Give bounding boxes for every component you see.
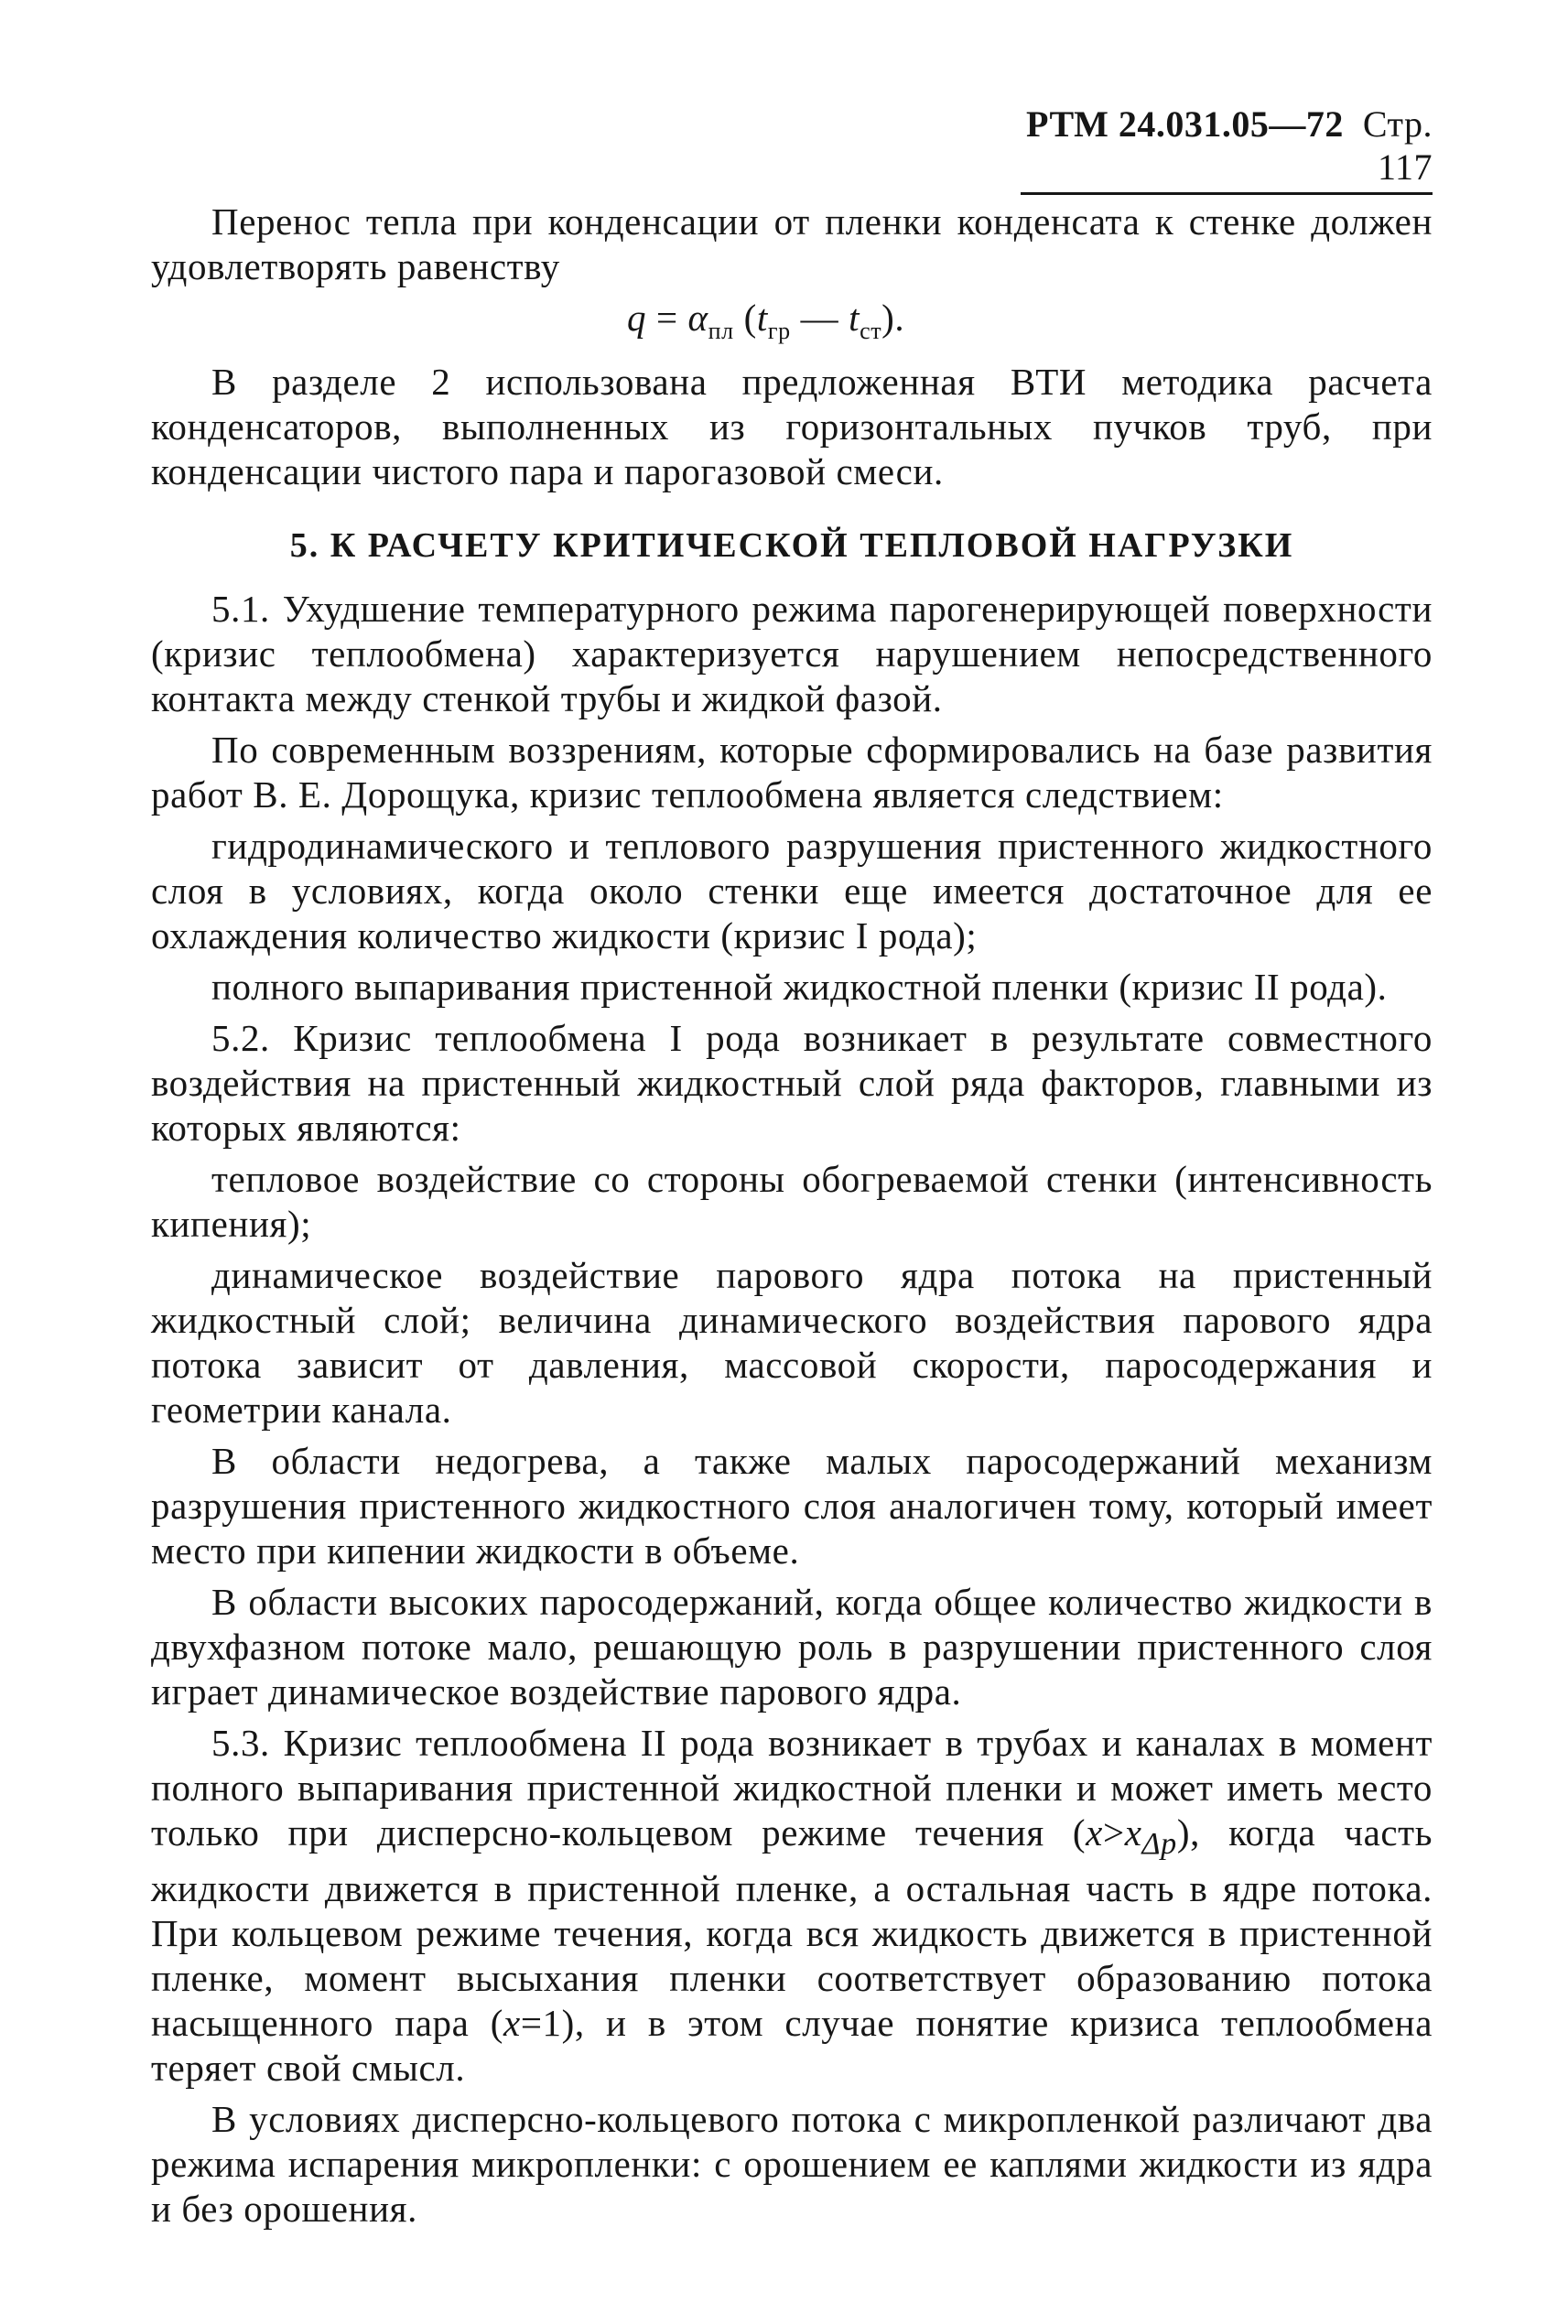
paragraph-dynamic-action: динамическое воздействие парового ядра потока на пристенный жидкостный слой; величина динамического воздействия парового ядра потока зависит от давления, массовой скорости, паросодержания и геометрии канала. (151, 1254, 1433, 1432)
paragraph-5-2: 5.2. Кризис теплообмена I рода возникает в результате совместного воздействия на пристенный жидкостный слой ряда факторов, главными из которых являются: (151, 1017, 1433, 1150)
page-header (1021, 103, 1433, 195)
section-heading: 5. К РАСЧЕТУ КРИТИЧЕСКОЙ ТЕПЛОВОЙ НАГРУЗКИ (289, 526, 1294, 566)
page-number: Стр. 117 (1362, 103, 1433, 188)
paragraph-thermal-action: тепловое воздействие со стороны обогреваемой стенки (интенсивность кипения); (151, 1158, 1433, 1246)
formula-heat-flux: $q = \alpha_{пл}$ ($t_{гр}$ — $t_{ст}$). (627, 297, 905, 345)
paragraph-high-quality: В области высоких паросодержаний, когда общее количество жидкости в двухфазном потоке мало, решающую роль в разрушении пристенного слоя играет динамическое воздействие парового ядра. (151, 1581, 1433, 1713)
document-code: РТМ 24.031.05—72 (1026, 103, 1344, 145)
body-text (151, 200, 1433, 2238)
paragraph-microfilm: В условиях дисперсно-кольцевого потока с микропленкой различают два режима испарения микропленки: с орошением ее каплями жидкости из ядра и без орошения. (151, 2098, 1433, 2231)
paragraph-crisis-1: гидродинамического и теплового разрушения пристенного жидкостного слоя в условиях, когда около стенки еще имеется достаточное для ее охлаждения количество жидкости (кризис I рода); (151, 825, 1433, 957)
paragraph-5-1: 5.1. Ухудшение температурного режима парогенерирующей поверхности (кризис теплообмена) характеризуется нарушением непосредственного контакта между стенкой трубы и жидкой фазой. (151, 588, 1433, 720)
paragraph-underheating: В области недогрева, а также малых паросодержаний механизм разрушения пристенного жидкостного слоя аналогичен тому, который имеет место при кипении жидкости в объеме. (151, 1440, 1433, 1573)
paragraph-5-3: 5.3. Кризис теплообмена II рода возникает в трубах и каналах в момент полного выпаривания пристенной жидкостной пленки и может иметь место только при дисперсно-кольцевом режиме течения $(x>x_{\Delta р})$, когда часть жидкости движется в пристенной пленке, а остальная часть в ядре потока. При кольцевом режиме течения, когда вся жидкость движется в пристенной пленке, момент высыхания пленки соответствует образованию потока насыщенного пара (x=1), и в этом случае понятие кризиса теплообмена теряет свой смысл. (151, 1722, 1433, 2090)
paragraph-vti-method: В разделе 2 использована предложенная ВТИ методика расчета конденсаторов, выполненных из горизонтальных пучков труб, при конденсации чистого пара и парогазовой смеси. (151, 361, 1433, 493)
paragraph-heat-transfer: Перенос тепла при конденсации от пленки конденсата к стенке должен удовлетворять равенству (151, 200, 1433, 287)
paragraph-crisis-2: полного выпаривания пристенной жидкостной пленки (кризис II рода). (211, 966, 1388, 1009)
paragraph-modern-views: По современным воззрениям, которые сформировались на базе развития работ В. Е. Дорощука, кризис теплообмена является следствием: (151, 729, 1433, 816)
